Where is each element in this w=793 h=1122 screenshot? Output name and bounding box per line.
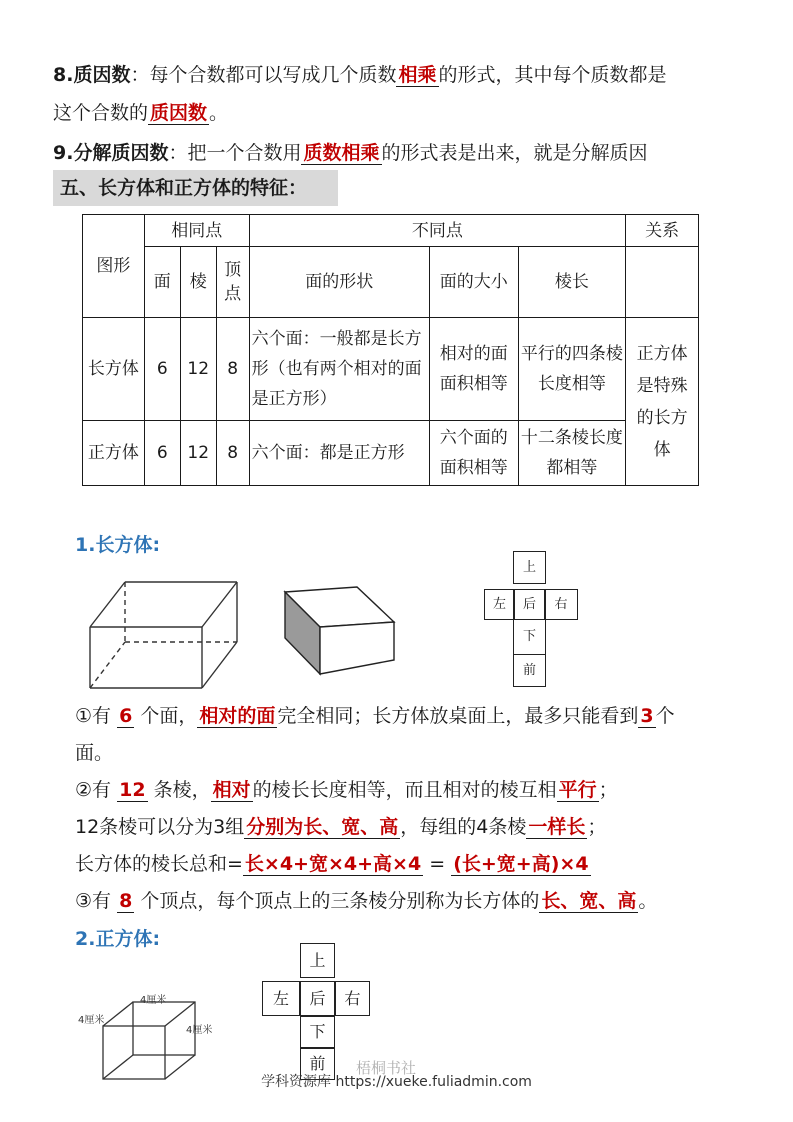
net-face-bottom: 下 [513,619,546,655]
formula-answer: (长+宽+高)×4 [453,853,589,875]
watermark: 梧桐书社 [356,1059,417,1077]
net-face-top: 上 [513,551,546,584]
blank-answer: 6 [119,705,133,727]
table-row: 长方体 6 12 8 六个面：一般都是长方形（也有两个相对的面是正方形） 相对的面面积相等 平行的四条棱长度相等 正方体是特殊的长方体 [83,318,699,421]
cube-label-top: 4厘米 [140,995,167,1006]
footer-source: 学科资源库 https://xueke.fuliadmin.com [261,1074,532,1090]
cuboid-property-2: ②有 12 条棱， 相对 的棱长长度相等，而且相对的棱互相 平行 ； [75,779,618,801]
header-vertex: 顶点 [216,247,249,318]
blank-answer: 相对 [212,779,251,801]
blank-answer: 8 [119,890,133,912]
blank-answer: 质因数 [150,102,208,124]
header-face: 面 [144,247,180,318]
cuboid-heading: 1.长方体: [75,534,161,556]
table-header-row [83,215,699,247]
net-face-front: 前 [513,654,546,687]
net-face-left: 左 [262,981,300,1016]
net-face-top: 上 [300,943,335,978]
blank-answer: 相对的面 [199,705,276,727]
definition-8-title: 8.质因数 [53,64,131,86]
blank-answer: 12 [119,779,146,801]
header-face-shape: 面的形状 [249,247,429,318]
header-face-size: 面的大小 [429,247,518,318]
blank-answer: 相乘 [398,64,437,86]
header-relation: 关系 [626,215,699,247]
relation-cell: 正方体是特殊的长方体 [626,318,699,486]
cuboid-net [484,551,579,687]
blank-answer: 质数相乘 [303,142,380,164]
net-face-bottom: 下 [300,1016,335,1048]
net-face-back: 后 [513,589,546,620]
formula-answer: 长×4+宽×4+高×4 [244,853,422,875]
feature-table [82,214,699,486]
header-shape: 图形 [83,215,145,318]
definition-8-line2: 这个合数的 质因数 。 [53,102,229,124]
net-face-front: 前 [300,1048,335,1080]
cuboid-property-1: ①有 6 个面， 相对的面 完全相同；长方体放桌面上，最多只能看到 3 个 [75,705,675,727]
header-edge-length: 棱长 [518,247,626,318]
cuboid-wireframe [90,582,237,688]
net-face-back: 后 [300,981,335,1016]
cuboid-edge-sum: 长方体的棱长总和= 长×4+宽×4+高×4 = (长+宽+高)×4 [75,853,589,875]
header-diff: 不同点 [249,215,626,247]
cube-label-left: 4厘米 [78,1015,105,1026]
net-face-right: 右 [335,981,370,1016]
blank-answer: 3 [640,705,654,727]
section-heading: 五、长方体和正方体的特征： [60,177,308,199]
blank-answer: 长、宽、高 [541,890,637,912]
cuboid-property-2-groups: 12条棱可以分为3组 分别为长、宽、高 ，每组的4条棱 一样长 ； [75,816,607,838]
definition-9-title: 9.分解质因数 [53,142,169,164]
header-same: 相同点 [144,215,249,247]
cuboid-solid [285,587,394,674]
definition-8-line1: 8.质因数：每个合数都可以写成几个质数 相乘 的形式，其中每个质数都是 [53,64,667,86]
table-subheader-row [83,247,699,318]
header-edge: 棱 [180,247,216,318]
cube-heading: 2.正方体: [75,928,161,950]
cuboid-property-1-cont: 面。 [75,742,114,764]
definition-9-line: 9.分解质因数：把一个合数用 质数相乘 的形式表是出来，就是分解质因 [53,142,648,164]
blank-answer: 一样长 [528,816,586,838]
net-face-left: 左 [484,589,515,620]
cuboid-figures [82,570,402,695]
blank-answer: 分别为长、宽、高 [246,816,399,838]
table-row: 正方体 6 12 8 六个面：都是正方形 六个面的面积相等 十二条棱长度都相等 [83,421,699,486]
cuboid-property-3: ③有 8 个顶点，每个顶点上的三条棱分别称为长方体的 长、宽、高 。 [75,890,658,912]
cube-label-right: 4厘米 [186,1025,213,1036]
blank-answer: 平行 [558,779,597,801]
net-face-right: 右 [544,589,578,620]
